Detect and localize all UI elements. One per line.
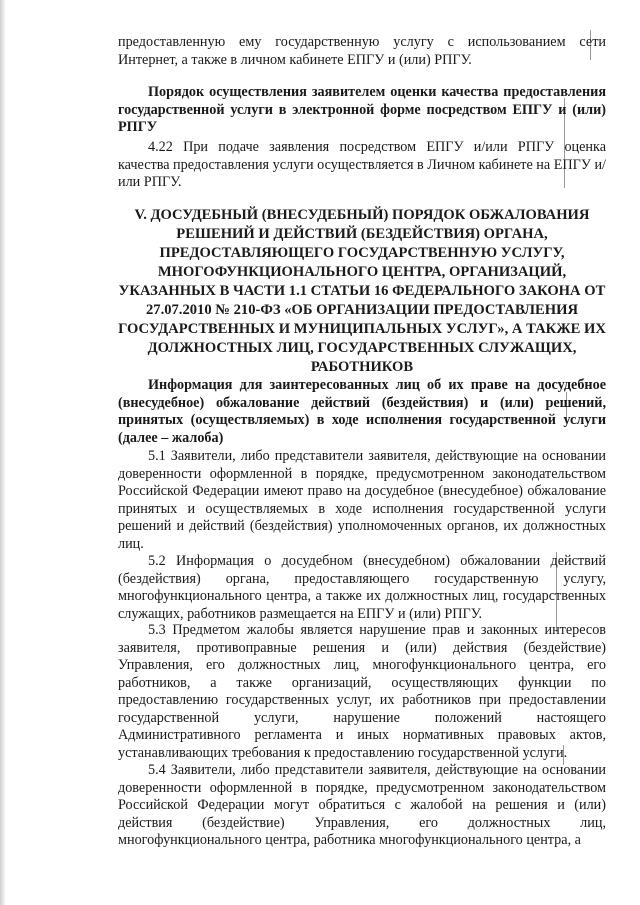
evaluation-title: Порядок осуществления заявителем оценки качества предоставления государственной услуги в электронной форме посредством ЕПГУ и (или) РПГУ [118,84,606,135]
paragraph-4-22: 4.22 При подаче заявления посредством ЕПГУ и/или РПГУ оценка качества предоставления услуги осуществляется в Личном кабинете на ЕПГУ и/или РПГУ. [118,139,606,190]
paragraph-5-1: 5.1 Заявители, либо представители заявителя, действующие на основании доверенности оформленной в порядке, предусмотренном законодательством Российской Федерации имеют право на досудебное (внесудебное) обжалование принятых и осуществляемых в ходе исполнения государственной услуги решений и действий (бездействия) уполномоченных органов, их должностных лиц. [118,448,606,552]
section-heading: V. ДОСУДЕБНЫЙ (ВНЕСУДЕБНЫЙ) ПОРЯДОК ОБЖАЛОВАНИЯ РЕШЕНИЙ И ДЕЙСТВИЙ (БЕЗДЕЙСТВИЯ) ОРГАНА, ПРЕДОСТАВЛЯЮЩЕГО ГОСУДАРСТВЕННУЮ УСЛУГУ, МНОГОФУНКЦИОНАЛЬНОГО ЦЕНТРА, ОРГАНИЗАЦИЙ, УКАЗАННЫХ В ЧАСТИ 1.1 СТАТЬИ 16 ФЕДЕРАЛЬНОГО ЗАКОНА ОТ 27.07.2010 № 210-ФЗ «ОБ ОРГАНИЗАЦИИ ПРЕДОСТАВЛЕНИЯ ГОСУДАРСТВЕННЫХ И МУНИЦИПАЛЬНЫХ УСЛУГ», А ТАКЖЕ ИХ ДОЛЖНОСТНЫХ ЛИЦ, ГОСУДАРСТВЕННЫХ СЛУЖАЩИХ, РАБОТНИКОВ [118,207,606,375]
section-subheading: Информация для заинтересованных лиц об их праве на досудебное (внесудебное) обжалование действий (бездействия) и (или) решений, принятых (осуществляемых) в ходе исполнения государственной услуги (далее – жалоба) [118,377,606,446]
paragraph-5-4: 5.4 Заявители, либо представители заявителя, действующие на основании доверенности оформленной в порядке, предусмотренном законодательством Российской Федерации могут обратиться с жалобой на решения и (или) действия (бездействие) Управления, его должностных лиц, многофункционального центра, работника многофункционального центра, а [118,762,606,848]
intro-paragraph: предоставленную ему государственную услугу с использованием сети Интернет, а также в личном кабинете ЕПГУ и (или) РПГУ. [118,34,606,68]
scan-edge [0,0,6,905]
paragraph-5-3: 5.3 Предметом жалобы является нарушение прав и законных интересов заявителя, противоправные решения и (или) действия (бездействие) Управления, его должностных лиц, многофункционального центра, его работников, а также организаций, осуществляющих функции по предоставлению государственных услуг, их работников при предоставлении государственной услуги, нарушение положений настоящего Административного регламента и иных нормативных правовых актов, устанавливающих требования к предоставлению государственной услуги. [118,622,606,761]
paragraph-5-2: 5.2 Информация о досудебном (внесудебном) обжаловании действий (бездействия) органа, предоставляющего государственную услугу, многофункционального центра, а также их должностных лиц, государственных служащих, работников размещается на ЕПГУ и (или) РПГУ. [118,553,606,622]
